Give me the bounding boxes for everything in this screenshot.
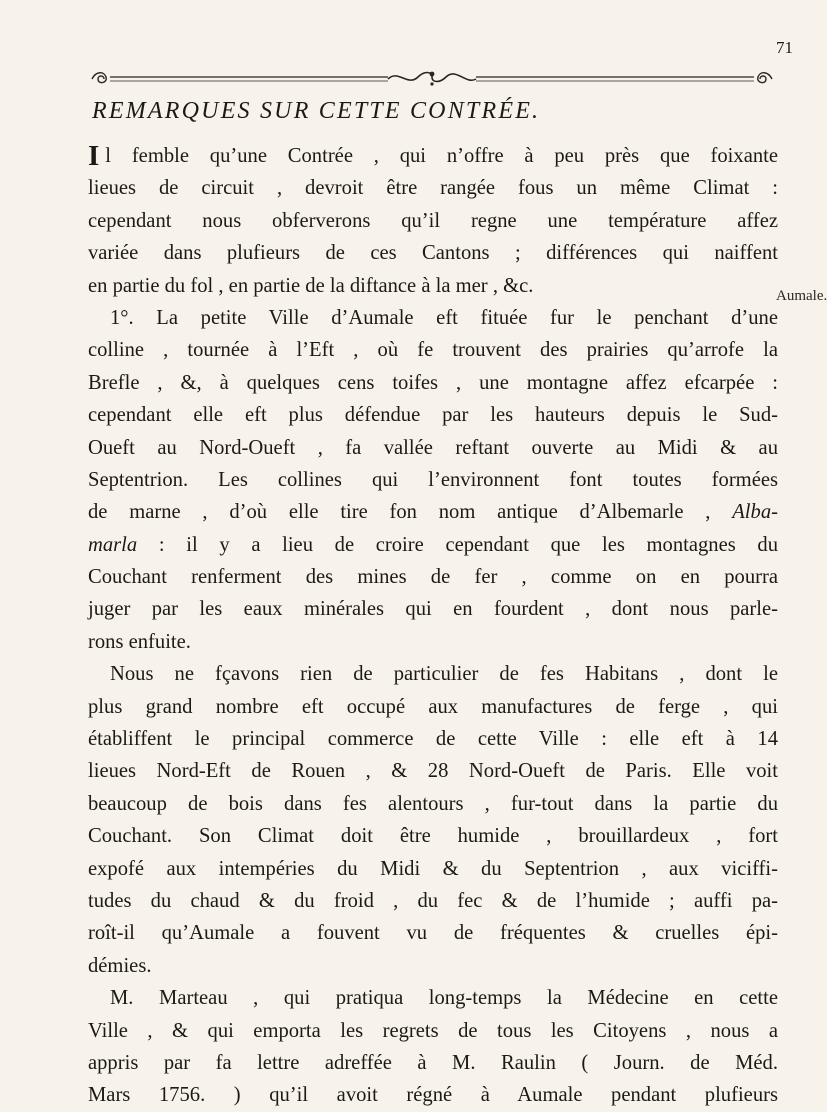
text-line: démies.	[88, 954, 152, 977]
text-line: Brefle , &, à quelques cens toifes , une montagne affez efcarpée :	[88, 371, 778, 394]
text-line: cependant elle eft plus défendue par les hauteurs depuis le Sud-	[88, 404, 778, 427]
text-line: en partie du fol , en partie de la diftance à la mer , &c.	[88, 274, 534, 297]
body-text	[88, 140, 778, 1112]
text-line: colline , tournée à l’Eft , où fe trouvent des prairies qu’arrofe la	[88, 339, 778, 362]
text-line: lieues de circuit , devroit être rangée fous un même Climat :	[88, 177, 778, 200]
text-line: rons enfuite.	[88, 630, 191, 653]
text-line: 1°. La petite Ville d’Aumale eft fituée fur le penchant d’une	[110, 306, 778, 329]
text-line: Septentrion. Les collines qui l’environnent font toutes formées	[88, 468, 778, 491]
text-segment: l femble qu’une Contrée , qui n’offre à peu près que foixante	[105, 145, 778, 167]
text-segment: de marne , d’où elle tire fon nom antique d’Albemarle ,	[88, 501, 711, 524]
section-title: REMARQUES SUR CETTE CONTRÉE.	[92, 98, 541, 124]
text-line: variée dans plufieurs de ces Cantons ; différences qui naiffent	[88, 242, 778, 265]
text-segment: : il y a lieu de croire cependant que les montagnes du	[137, 533, 778, 556]
text-line: lieues Nord-Eft de Rouen , & 28 Nord-Oueft de Paris. Elle voit	[88, 760, 778, 783]
text-line: juger par les eaux minérales qui en fourdent , dont nous parle-	[88, 598, 778, 621]
margin-note: Aumale.	[776, 288, 827, 304]
text-line: Oueft au Nord-Oueft , fa vallée reftant ouverte au Midi & au	[88, 436, 778, 459]
text-line: plus grand nombre eft occupé aux manufactures de ferge , qui	[88, 695, 778, 718]
text-line: établiffent le principal commerce de cette Ville : elle eft à 14	[88, 728, 778, 751]
text-line: cependant nous obferverons qu’il regne une température affez	[88, 209, 778, 232]
text-line: Couchant. Son Climat doit être humide , brouillardeux , fort	[88, 825, 778, 848]
text-line	[88, 140, 778, 172]
text-line: beaucoup de bois dans fes alentours , fur-tout dans la partie du	[88, 792, 778, 815]
text-line: roît-il qu’Aumale a fouvent vu de fréquentes & cruelles épi-	[88, 922, 778, 945]
page-number: 71	[776, 38, 793, 57]
italic-term: Alba-	[732, 501, 778, 524]
text-line: appris par fa lettre adreffée à M. Raulin ( Journ. de Méd.	[88, 1051, 778, 1074]
text-line: M. Marteau , qui pratiqua long-temps la Médecine en cette	[110, 987, 778, 1010]
drop-cap: I	[88, 140, 100, 172]
italic-term: marla	[88, 533, 138, 556]
text-line: Mars 1756. ) qu’il avoit régné à Aumale pendant plufieurs	[88, 1084, 778, 1107]
text-line	[88, 529, 778, 561]
text-line: expofé aux intempéries du Midi & du Septentrion , aux viciffi-	[88, 857, 778, 880]
text-line: Ville , & qui emporta les regrets de tous les Citoyens , nous a	[88, 1019, 778, 1042]
text-line: tudes du chaud & du froid , du fec & de l’humide ; auffi pa-	[88, 889, 778, 912]
header-ornament-rule	[88, 68, 776, 90]
text-line	[88, 496, 778, 528]
text-line: Nous ne fçavons rien de particulier de fes Habitans , dont le	[110, 663, 778, 686]
text-line: Couchant renferment des mines de fer , comme on en pourra	[88, 566, 778, 589]
